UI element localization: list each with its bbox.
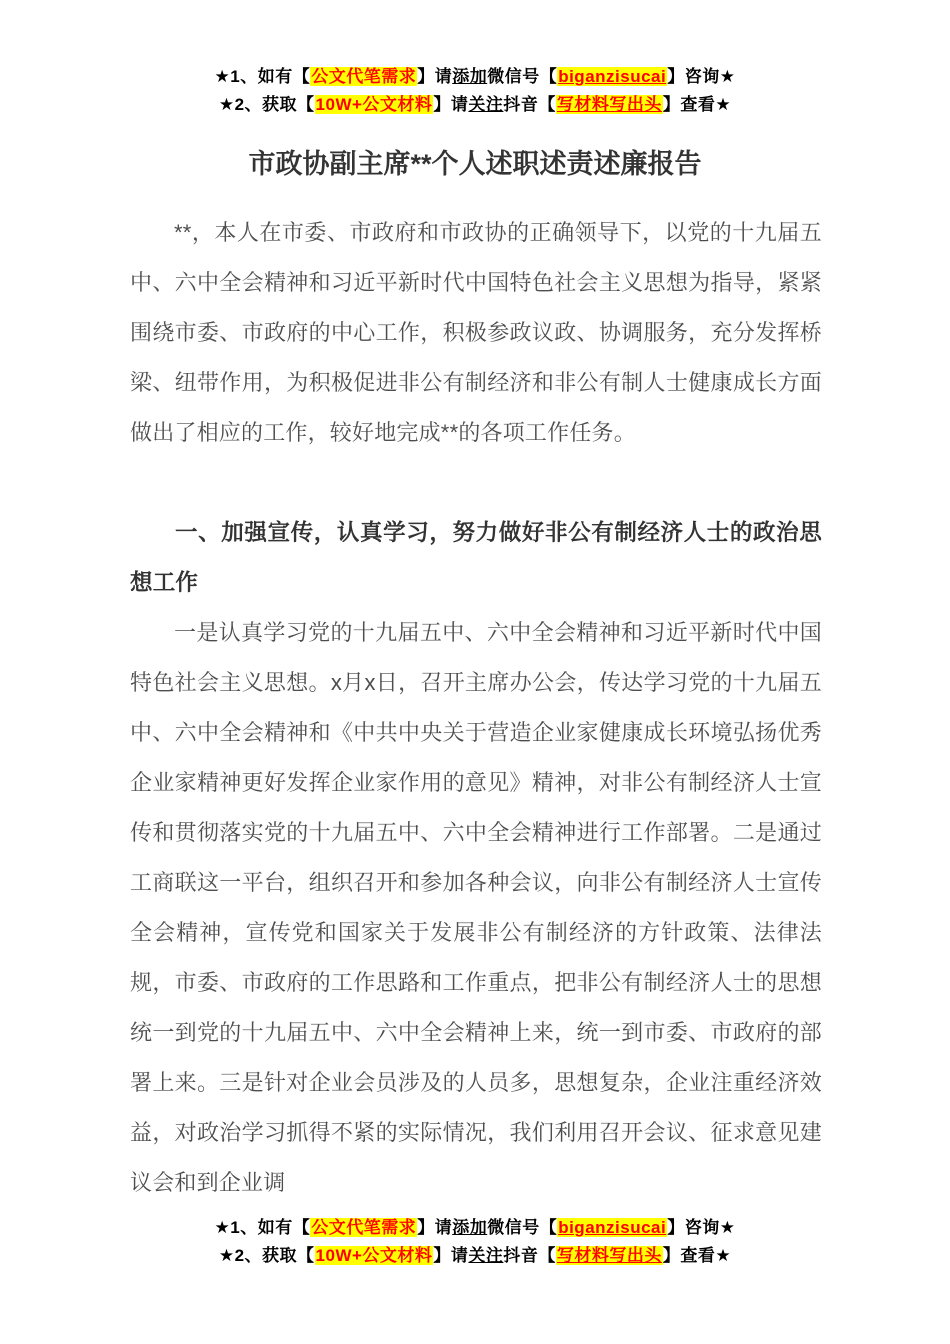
promo-connector-1a: 】请 [417,1218,453,1237]
promo-prefix-1: ★1、如有【 [214,1218,311,1237]
promo-suffix-2: 】查看★ [662,1246,732,1265]
promo-header-line-2 [0,91,950,119]
promo-connector-2a: 】请 [433,95,469,114]
promo-service-tag: 公文代笔需求 [311,67,417,86]
promo-follow-word: 关注 [468,95,504,114]
promo-douyin-label: 抖音【 [503,95,556,114]
promo-banner-footer [0,1214,950,1270]
paragraph-spacer [130,458,822,508]
promo-prefix-2: ★2、获取【 [218,95,315,114]
promo-suffix-1: 】咨询★ [667,1218,736,1237]
promo-material-tag: 10W+公文材料 [315,95,433,114]
promo-add-word: 添加 [452,1218,488,1237]
promo-douyin-label: 抖音【 [503,1246,556,1265]
promo-banner-header [0,63,950,119]
promo-connector-1a: 】请 [417,67,453,86]
promo-footer-line-2 [0,1242,950,1270]
promo-connector-2a: 】请 [433,1246,469,1265]
promo-suffix-2: 】查看★ [662,95,732,114]
promo-wechat-label: 微信号【 [487,1218,558,1237]
promo-douyin-id: 写材料写出头 [556,1246,662,1265]
promo-service-tag: 公文代笔需求 [311,1218,417,1237]
promo-footer-line-1 [0,1214,950,1242]
promo-follow-word: 关注 [468,1246,504,1265]
promo-material-tag: 10W+公文材料 [315,1246,433,1265]
promo-wechat-label: 微信号【 [487,67,558,86]
document-body [130,208,822,1213]
promo-wechat-id: biganzisucai [558,67,667,86]
promo-suffix-1: 】咨询★ [667,67,736,86]
promo-douyin-id: 写材料写出头 [556,95,662,114]
document-title: 市政协副主席**个人述职述责述廉报告 [248,149,702,179]
promo-prefix-1: ★1、如有【 [214,67,311,86]
promo-header-line-1 [0,63,950,91]
section-heading-1: 一、加强宣传，认真学习，努力做好非公有制经济人士的政治思想工作 [130,520,822,595]
promo-add-word: 添加 [452,67,488,86]
opening-paragraph: **，本人在市委、市政府和市政协的正确领导下，以党的十九届五中、六中全会精神和习近平新时代中国特色社会主义思想为指导，紧紧围绕市委、市政府的中心工作，积极参政议政、协调服务，充分发挥桥梁、纽带作用，为积极促进非公有制经济和非公有制人士健康成长方面做出了相应的工作，较好地完成**的各项工作任务。 [130,220,822,445]
promo-wechat-id: biganzisucai [558,1218,667,1237]
section-1-paragraph: 一是认真学习党的十九届五中、六中全会精神和习近平新时代中国特色社会主义思想。x月x日，召开主席办公会，传达学习党的十九届五中、六中全会精神和《中共中央关于营造企业家健康成长环境弘扬优秀企业家精神更好发挥企业家作用的意见》精神，对非公有制经济人士宣传和贯彻落实党的十九届五中、六中全会精神进行工作部署。二是通过工商联这一平台，组织召开和参加各种会议，向非公有制经济人士宣传全会精神，宣传党和国家关于发展非公有制经济的方针政策、法律法规，市委、市政府的工作思路和工作重点，把非公有制经济人士的思想统一到党的十九届五中、六中全会精神上来，统一到市委、市政府的部署上来。三是针对企业会员涉及的人员多，思想复杂，企业注重经济效益，对政治学习抓得不紧的实际情况，我们利用召开会议、征求意见建议会和到企业调 [130,620,822,1195]
promo-prefix-2: ★2、获取【 [218,1246,315,1265]
